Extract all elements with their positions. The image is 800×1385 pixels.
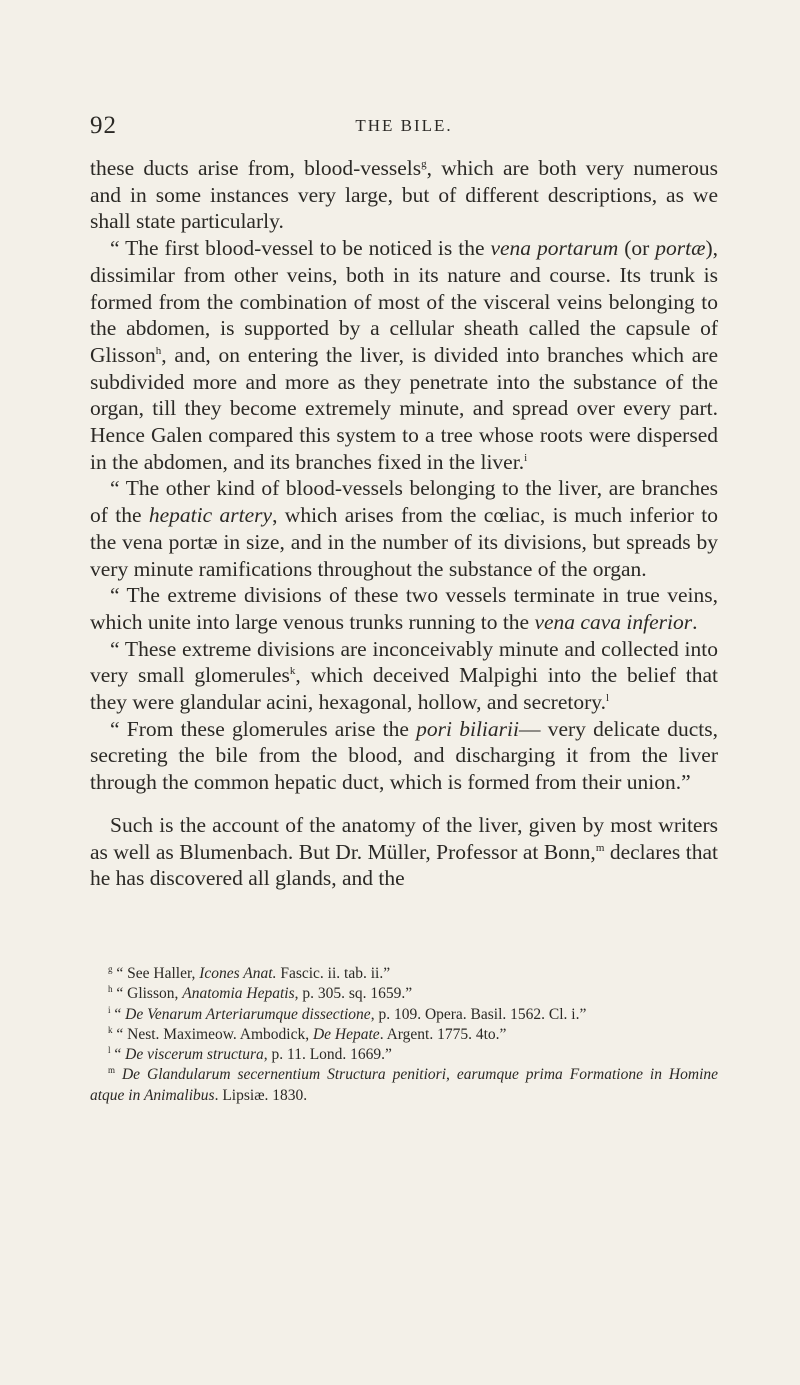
footnote	[90, 964, 718, 984]
text-run: , p. 305. sq. 1659.”	[294, 985, 413, 1003]
italic-text: De Glandularum secernentium Structura penitiori, earumque prima Formatione in Homine atque in Animalibus	[90, 1066, 718, 1104]
italic-text: portæ	[655, 236, 706, 261]
italic-text: De viscerum structura	[125, 1046, 264, 1064]
paragraph	[90, 812, 718, 892]
text-run: ), dissimilar from other veins, both in its nature and course. Its trunk is formed from the combination of most of the visceral veins belonging to the abdomen, is supported by a cellular sheath called the capsule of Glisson	[90, 236, 718, 367]
page-header	[90, 112, 718, 142]
text-run: — very delicate ducts, secreting the bile from the blood, and discharging it from the liver through the common hepatic duct, which is formed from their union.”	[90, 716, 718, 795]
text-run: . Argent. 1775. 4to.”	[379, 1025, 507, 1043]
footnote-marker: h	[155, 344, 162, 357]
text-run: “ From these glomerules arise the	[110, 716, 417, 741]
text-run: “ See Haller,	[112, 965, 200, 982]
footnote-marker: k	[289, 665, 296, 678]
paragraph	[90, 235, 718, 475]
italic-text: De Venarum Arteriarumque dissectione	[125, 1005, 371, 1023]
footnote-marker: m	[595, 841, 605, 854]
text-run: “ The other kind of blood-vessels belonging to the liver, are branches of the	[90, 476, 718, 528]
footnote	[90, 1025, 718, 1045]
text-run: “ Glisson,	[112, 985, 183, 1003]
footnote	[90, 1065, 718, 1106]
text-run: these ducts arise from, blood-vessels	[90, 156, 422, 180]
text-run: Fascic. ii. tab. ii.”	[276, 965, 391, 982]
paragraph	[90, 636, 718, 716]
text-run: , and, on entering the liver, is divided into branches which are subdivided more and more as they penetrate into the substance of the organ, till they become extremely minute, and spread over every part. Hence Galen compared this system to a tree whose roots were dispersed in the abdomen, and its branches fixed in the liver.	[90, 342, 718, 474]
footnote-marker: g	[108, 963, 113, 974]
text-run: “ The extreme divisions of these two vessels terminate in true veins, which unite into large venous trunks running to the	[90, 583, 718, 634]
italic-text: Anatomia Hepatis	[182, 985, 295, 1003]
italic-text: pori biliarii	[416, 716, 519, 741]
footnote-marker: g	[421, 157, 427, 170]
paragraph	[90, 475, 718, 582]
text-run: “ Nest. Maximeow. Ambodick,	[112, 1025, 313, 1043]
text-run: , which are both very numerous and in some instances very large, but of different descriptions, as we shall state particularly.	[90, 156, 718, 234]
text-run: , p. 11. Lond. 1669.”	[263, 1046, 392, 1064]
italic-text: Icones Anat.	[199, 965, 277, 982]
footnote-marker: l	[108, 1045, 111, 1056]
footnotes	[90, 964, 718, 1106]
text-run: (or	[618, 236, 656, 261]
page-number: 92	[90, 112, 117, 139]
footnote	[90, 1005, 718, 1025]
text-run: . Lipsiæ. 1830.	[214, 1086, 308, 1104]
italic-text: vena portarum	[490, 236, 619, 261]
text-run: “ The first blood-vessel to be noticed is the	[110, 236, 491, 261]
footnote-marker: m	[108, 1065, 116, 1076]
text-run: , which arises from the cœliac, is much inferior to the vena portæ in size, and in the number of its divisions, but spreads by very minute ramifications throughout the substance of the organ.	[90, 503, 718, 581]
text-run: declares that he has discovered all glands, and the	[90, 839, 718, 891]
footnote-marker: l	[606, 691, 610, 704]
paragraph	[90, 155, 718, 235]
footnote	[90, 984, 718, 1004]
footnote-marker: i	[108, 1004, 111, 1015]
text-run: .	[692, 609, 698, 634]
text-run: , p. 109. Opera. Basil. 1562. Cl. i.”	[370, 1005, 587, 1023]
footnote-marker: k	[108, 1024, 113, 1035]
italic-text: hepatic artery	[148, 503, 273, 528]
text-run: “	[110, 1046, 126, 1064]
body-text	[90, 155, 718, 892]
text-run	[115, 1066, 122, 1083]
text-run: , which deceived Malpighi into the belief that they were glandular acini, hexagonal, hollow, and secretory.	[90, 663, 718, 715]
footnote	[90, 1045, 718, 1065]
running-head: THE BILE.	[355, 116, 453, 135]
text-run: Such is the account of the anatomy of the liver, given by most writers as well as Blumenbach. But Dr. Müller, Professor at Bonn,	[90, 812, 718, 864]
italic-text: De Hepate	[312, 1025, 380, 1043]
italic-text: vena cava inferior	[534, 609, 693, 634]
footnote-marker: h	[108, 984, 113, 995]
text-run: “	[110, 1005, 126, 1023]
paragraph	[90, 716, 718, 796]
footnote-marker: i	[524, 451, 528, 464]
text-run: “ These extreme divisions are inconceivably minute and collected into very small glomerules	[90, 636, 718, 688]
paragraph	[90, 582, 718, 635]
